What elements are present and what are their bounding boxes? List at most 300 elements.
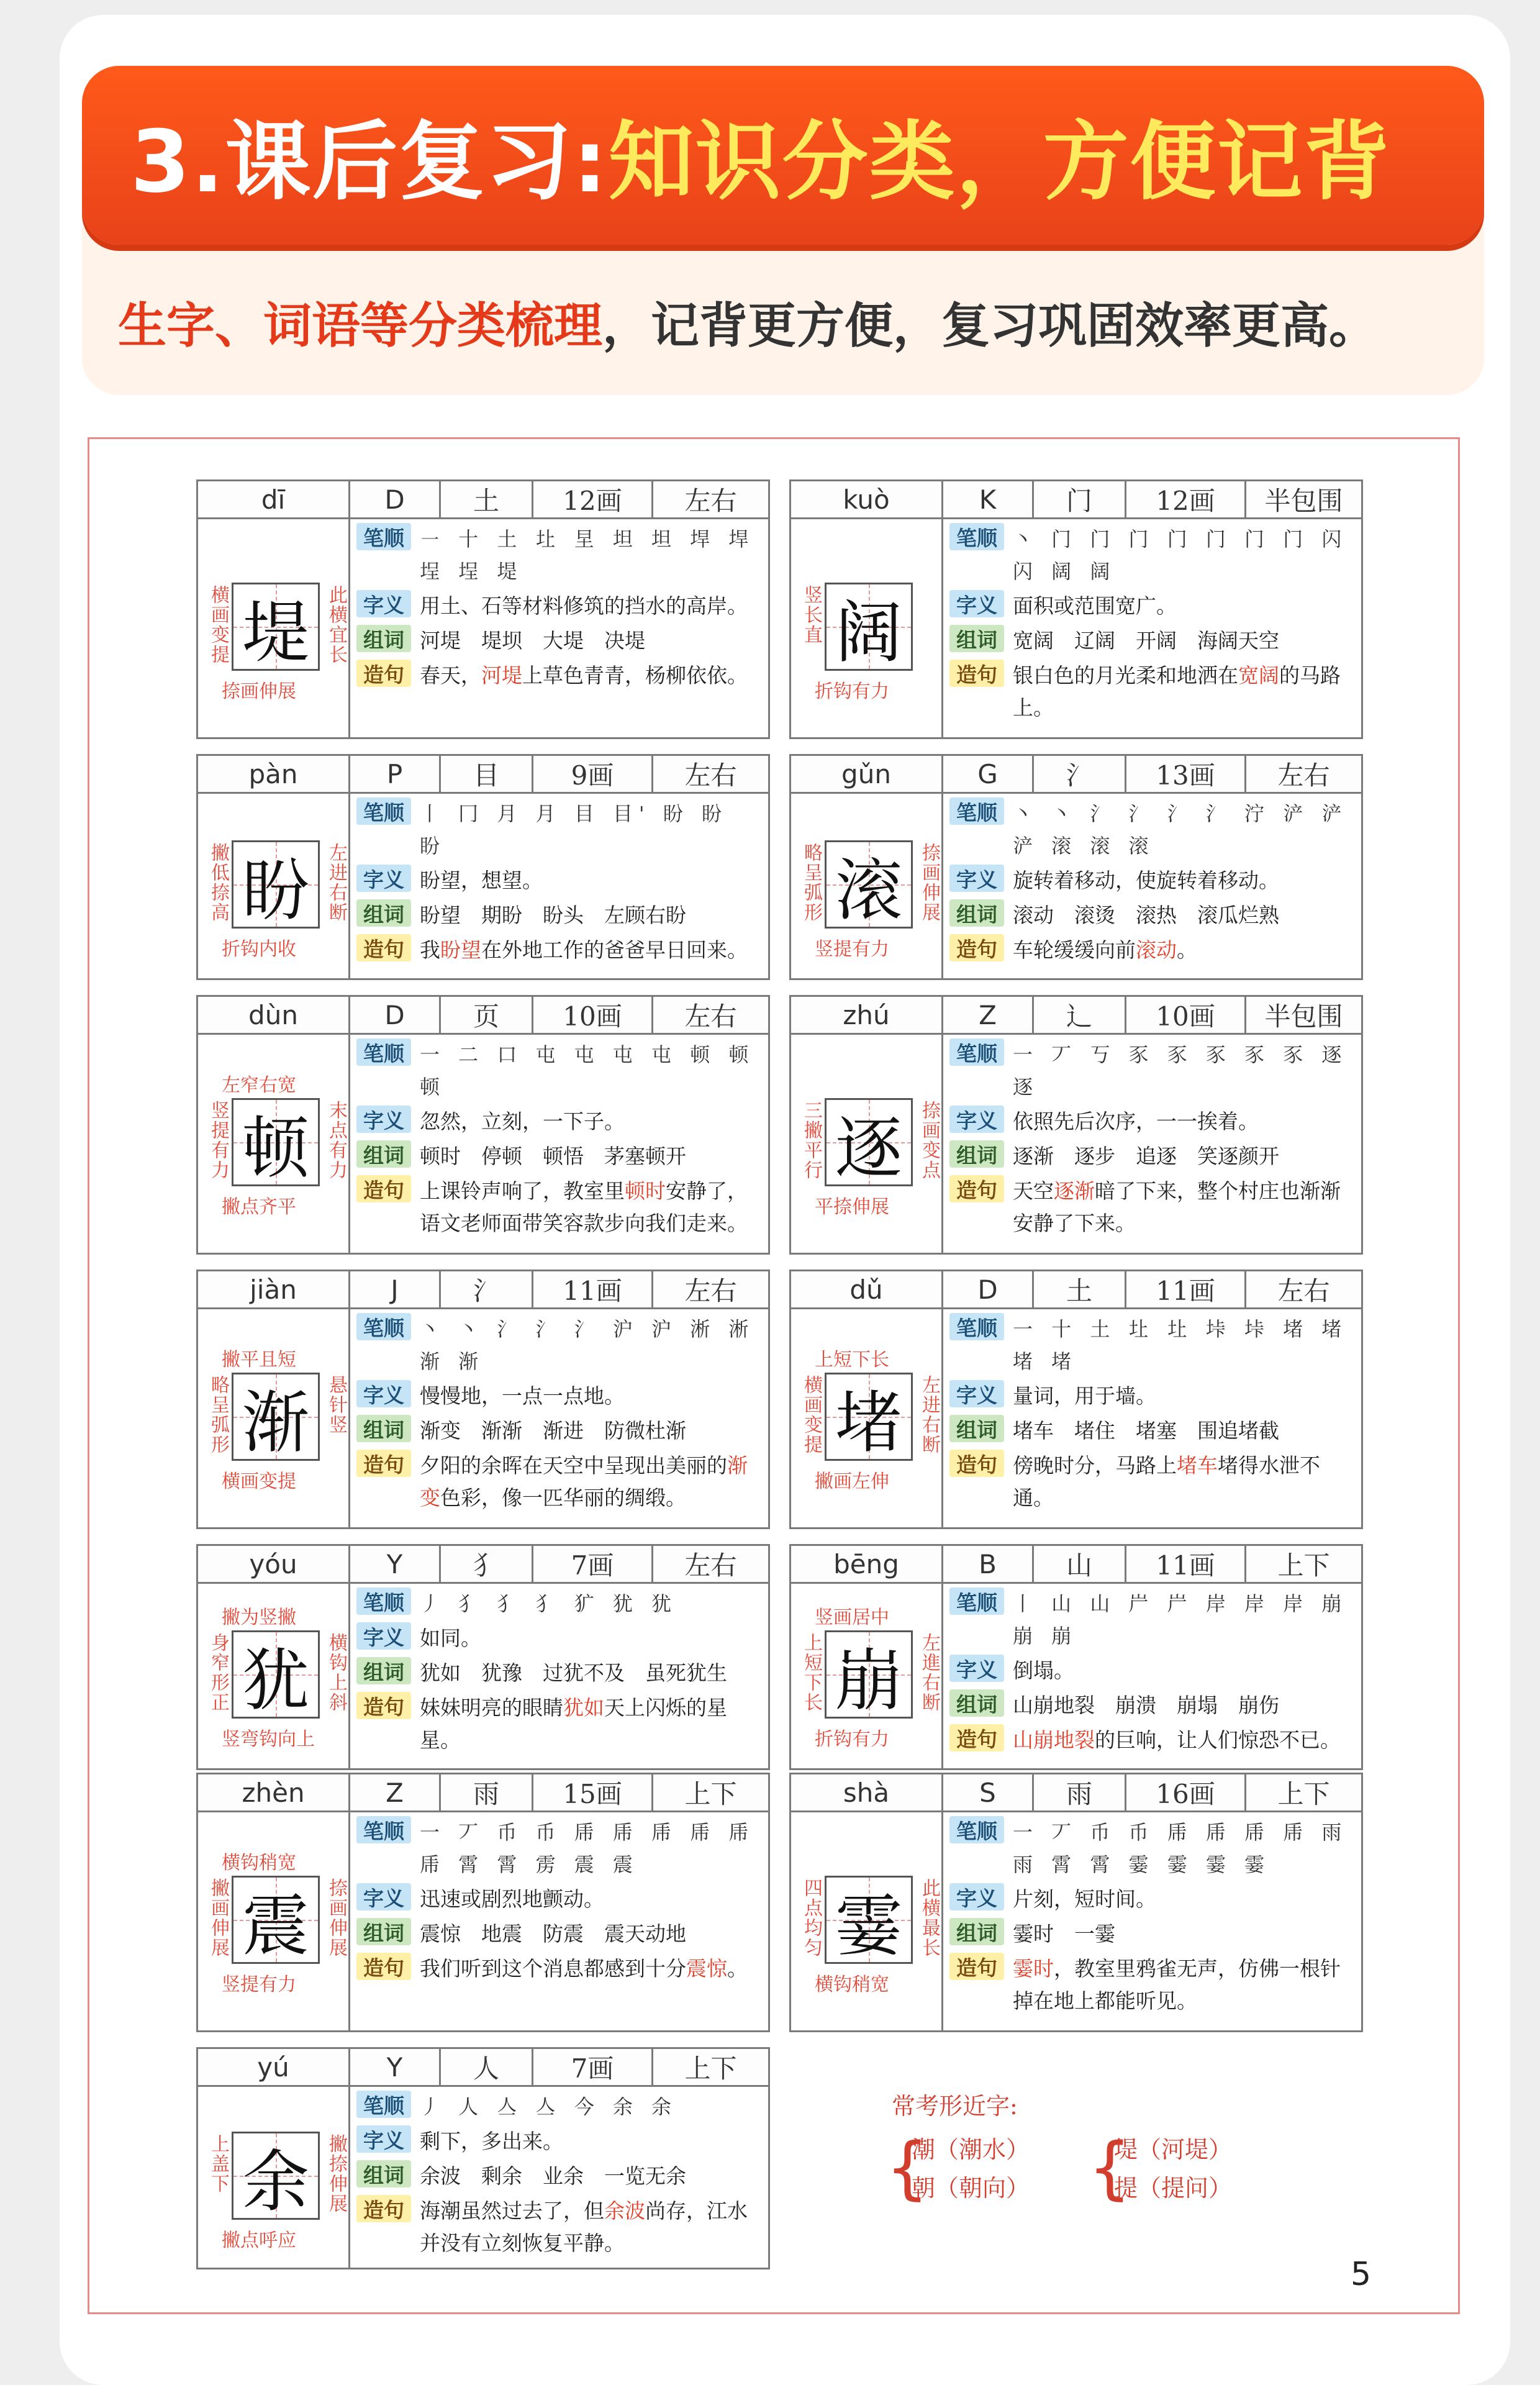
radical: 土 <box>1034 1271 1126 1307</box>
sentence <box>1013 1450 1356 1514</box>
stroke-order: 丶 丶 氵 氵 氵 沪 沪 淅 淅 渐 渐 <box>420 1317 755 1373</box>
radical: 辶 <box>1034 997 1126 1033</box>
writing-tip: 撇为竖撇 <box>222 1607 296 1629</box>
words: 盼望 期盼 盼头 左顾右盼 <box>420 903 686 927</box>
words: 宽阔 辽阔 开阔 海阔天空 <box>1013 629 1279 653</box>
character: 犹 <box>242 1642 309 1720</box>
label-bishun: 笔顺 <box>356 1038 411 1066</box>
character-card <box>196 754 770 980</box>
card-rows <box>943 1309 1361 1527</box>
pinyin: pàn <box>198 756 350 792</box>
row-zaoju <box>356 1953 763 1985</box>
char-cell <box>198 1584 350 1768</box>
writing-tip: 左进右断 <box>325 843 347 922</box>
row-zuci <box>949 899 1356 932</box>
stroke-count: 11画 <box>533 1271 653 1307</box>
writing-tip: 撇捺伸展 <box>325 2134 347 2214</box>
row-zuci <box>949 1140 1356 1173</box>
row-zaoju <box>356 1175 763 1240</box>
writing-tip: 捺画伸展 <box>222 681 296 702</box>
structure: 上下 <box>684 2053 737 2084</box>
structure: 左右 <box>684 1001 737 1032</box>
card-header <box>198 756 768 794</box>
card-body <box>791 794 1361 978</box>
initial-letter: S <box>943 1774 1034 1810</box>
label-ziyi: 字义 <box>949 865 1004 892</box>
sentence-pre: 傍晚时分，马路上 <box>1013 1453 1177 1478</box>
character: 霎 <box>835 1887 902 1965</box>
sentence-post: 安静了，语文老师面带笑容款步向我们走来。 <box>420 1179 748 1235</box>
character: 堤 <box>242 594 309 672</box>
words: 犹如 犹豫 过犹不及 虽死犹生 <box>420 1661 727 1685</box>
row-bishun <box>356 1588 763 1620</box>
sentence <box>1013 1724 1341 1756</box>
radical: 犭 <box>441 1546 533 1582</box>
character: 堵 <box>835 1384 902 1462</box>
writing-tip: 竖提有力 <box>207 1101 229 1180</box>
row-zaoju <box>949 1175 1356 1240</box>
words: 霎时 一霎 <box>1013 1922 1115 1946</box>
tianzige-box <box>232 1876 320 1964</box>
stroke-count: 11画 <box>1126 1546 1246 1582</box>
label-ziyi: 字义 <box>356 1622 411 1650</box>
sentence-pre: 我 <box>420 938 440 962</box>
character: 滚 <box>835 852 902 930</box>
tianzige-box <box>232 2132 320 2220</box>
row-zaoju <box>949 660 1356 724</box>
radical: 氵 <box>441 1271 533 1307</box>
char-cell <box>791 1812 943 2030</box>
row-bishun <box>356 1816 763 1881</box>
row-zuci <box>356 625 763 657</box>
sentence-pre: 妹妹明亮的眼睛 <box>420 1696 563 1720</box>
stroke-count: 11画 <box>1126 1271 1246 1307</box>
pinyin: gǔn <box>791 756 943 792</box>
writing-tip: 捺画伸展 <box>325 1878 347 1958</box>
label-zuci: 组词 <box>949 1918 1004 1945</box>
label-bishun: 笔顺 <box>949 1588 1004 1615</box>
sentence-highlight: 堵车 <box>1177 1453 1218 1478</box>
label-zuci: 组词 <box>356 2160 411 2187</box>
sentence <box>1013 1953 1356 2017</box>
sentence-highlight: 山崩地裂 <box>1013 1728 1095 1752</box>
stroke-count: 12画 <box>533 481 653 517</box>
label-zaoju: 造句 <box>356 934 411 961</box>
similar-title: 常考形近字: <box>892 2092 1018 2120</box>
stroke-count: 10画 <box>533 997 653 1033</box>
label-ziyi: 字义 <box>356 1380 411 1407</box>
words: 堵车 堵住 堵塞 围追堵截 <box>1013 1419 1279 1443</box>
tianzige-box <box>825 1373 913 1461</box>
row-bishun <box>949 1038 1356 1103</box>
label-zuci: 组词 <box>356 625 411 652</box>
character-card <box>196 1544 770 1770</box>
writing-tip: 撇点呼应 <box>222 2230 296 2251</box>
writing-tip: 折钩有力 <box>815 1729 889 1750</box>
writing-tip: 四点均匀 <box>800 1878 822 1958</box>
label-zaoju: 造句 <box>949 1175 1004 1202</box>
row-zuci <box>356 1140 763 1173</box>
card-body <box>791 1035 1361 1253</box>
meaning: 旋转着移动，使旋转着移动。 <box>1013 868 1279 893</box>
label-bishun: 笔顺 <box>949 797 1004 825</box>
char-cell <box>791 1309 943 1527</box>
row-zaoju <box>949 1450 1356 1514</box>
tianzige-box <box>825 1630 913 1719</box>
row-zuci <box>356 1415 763 1447</box>
writing-tip: 撇画左伸 <box>815 1471 889 1492</box>
stroke-order: 一 丆 丂 豕 豕 豕 豕 豕 逐 逐 <box>1013 1043 1348 1099</box>
label-ziyi: 字义 <box>356 590 411 617</box>
card-body <box>198 1584 768 1768</box>
row-bishun <box>356 797 763 862</box>
brace-right-icon: { <box>1088 2128 1131 2207</box>
label-ziyi: 字义 <box>356 1106 411 1133</box>
structure: 左右 <box>1277 1276 1330 1306</box>
label-ziyi: 字义 <box>356 2125 411 2153</box>
sentence-post: 。 <box>1177 938 1197 962</box>
sentence <box>420 934 748 966</box>
character-card <box>789 479 1363 739</box>
label-ziyi: 字义 <box>949 1380 1004 1407</box>
words: 渐变 渐渐 渐进 防微杜渐 <box>420 1419 686 1443</box>
character-card <box>789 1544 1363 1770</box>
sentence-post: 天上闪烁的星星。 <box>420 1696 727 1752</box>
character: 盼 <box>242 852 309 930</box>
writing-tip: 横画变提 <box>207 585 229 665</box>
meaning: 量词，用于墙。 <box>1013 1384 1156 1408</box>
stroke-count: 9画 <box>533 756 653 792</box>
writing-tip: 身窄形正 <box>207 1633 229 1712</box>
writing-tip: 竖提有力 <box>222 1974 296 1996</box>
label-bishun: 笔顺 <box>356 2091 411 2118</box>
char-cell <box>198 794 350 978</box>
meaning: 片刻，短时间。 <box>1013 1887 1156 1911</box>
sentence-highlight: 犹如 <box>563 1696 604 1720</box>
meaning: 慢慢地，一点一点地。 <box>420 1384 625 1408</box>
row-zaoju <box>356 1450 763 1514</box>
stroke-order: 一 丆 币 币 乕 乕 乕 乕 乕 乕 霄 霄 雳 震 震 <box>420 1820 755 1876</box>
row-bishun <box>949 1313 1356 1378</box>
sentence-post: 在外地工作的爸爸早日回来。 <box>481 938 748 962</box>
radical: 页 <box>441 997 533 1033</box>
character-card <box>196 2047 770 2269</box>
pinyin: dǔ <box>791 1271 943 1307</box>
writing-tip: 折钩内收 <box>222 938 296 960</box>
card-header <box>791 1546 1361 1584</box>
sentence-post: 色彩，像一匹华丽的绸缎。 <box>440 1486 686 1510</box>
char-cell <box>198 1309 350 1527</box>
stroke-count: 15画 <box>533 1774 653 1810</box>
writing-tip: 略呈弧形 <box>207 1375 229 1455</box>
character-card <box>789 995 1363 1255</box>
writing-tip: 左進右断 <box>918 1633 940 1712</box>
pinyin: zhèn <box>198 1774 350 1810</box>
row-zuci <box>949 625 1356 657</box>
pinyin: jiàn <box>198 1271 350 1307</box>
label-zaoju: 造句 <box>949 1450 1004 1477</box>
sentence-post: 的马路上。 <box>1013 663 1341 720</box>
writing-tip: 横画变提 <box>222 1471 296 1492</box>
initial-letter: Z <box>350 1774 441 1810</box>
card-header <box>198 997 768 1035</box>
label-bishun: 笔顺 <box>356 1588 411 1615</box>
row-zuci <box>949 1689 1356 1722</box>
words: 山崩地裂 崩溃 崩塌 崩伤 <box>1013 1693 1279 1717</box>
radical: 雨 <box>441 1774 533 1810</box>
meaning: 倒塌。 <box>1013 1658 1074 1683</box>
card-header <box>198 1546 768 1584</box>
words: 顿时 停顿 顿悟 茅塞顿开 <box>420 1144 686 1168</box>
title-prefix: 3.课后复习: <box>130 112 609 212</box>
tianzige-box <box>232 1630 320 1719</box>
writing-tip: 此横宜长 <box>325 585 347 665</box>
sentence <box>1013 1175 1356 1240</box>
card-rows <box>350 1584 768 1768</box>
row-ziyi <box>949 1883 1356 1915</box>
label-zuci: 组词 <box>949 625 1004 652</box>
writing-tip: 捺画变点 <box>918 1101 940 1180</box>
row-zuci <box>356 2160 763 2192</box>
pinyin: yú <box>198 2049 350 2085</box>
sentence-post: ，教室里鸦雀无声，仿佛一根针掉在地上都能听见。 <box>1013 1956 1341 2013</box>
label-zaoju: 造句 <box>949 934 1004 961</box>
writing-tip: 左进右断 <box>918 1375 940 1455</box>
structure: 上下 <box>684 1779 737 1809</box>
character-card <box>789 1270 1363 1529</box>
char-cell <box>791 1035 943 1253</box>
row-zuci <box>949 1415 1356 1447</box>
card-header <box>791 997 1361 1035</box>
label-zaoju: 造句 <box>949 1724 1004 1751</box>
stroke-order: 丨 山 山 屵 屵 岸 岸 岸 崩 崩 崩 <box>1013 1592 1348 1648</box>
initial-letter: Y <box>350 2049 441 2085</box>
char-cell <box>198 1812 350 2030</box>
tianzige-box <box>825 1876 913 1964</box>
card-body <box>198 794 768 978</box>
sentence-pre: 车轮缓缓向前 <box>1013 938 1136 962</box>
sentence-pre: 银白色的月光柔和地洒在 <box>1013 663 1238 688</box>
char-cell <box>791 794 943 978</box>
sentence <box>1013 934 1197 966</box>
sentence <box>1013 660 1356 724</box>
words: 余波 剩余 业余 一览无余 <box>420 2164 686 2188</box>
row-ziyi <box>949 590 1356 622</box>
pinyin: zhú <box>791 997 943 1033</box>
card-body <box>198 1035 768 1253</box>
initial-letter: D <box>350 997 441 1033</box>
label-ziyi: 字义 <box>356 865 411 892</box>
writing-tip: 横钩稍宽 <box>815 1974 889 1996</box>
character-card <box>196 995 770 1255</box>
character: 震 <box>242 1887 309 1965</box>
title-highlight: 知识分类，方便记背 <box>608 112 1391 212</box>
similar-item: 堤（河堤） <box>1114 2136 1233 2163</box>
label-bishun: 笔顺 <box>356 1313 411 1340</box>
char-cell <box>791 1584 943 1768</box>
sentence-post: 的巨响，让人们惊恐不已。 <box>1095 1728 1341 1752</box>
card-body <box>791 519 1361 737</box>
radical: 人 <box>441 2049 533 2085</box>
row-zaoju <box>356 660 763 692</box>
structure: 半包围 <box>1264 486 1343 516</box>
label-ziyi: 字义 <box>949 590 1004 617</box>
stroke-count: 12画 <box>1126 481 1246 517</box>
writing-tip: 横钩稍宽 <box>222 1852 296 1874</box>
label-zuci: 组词 <box>356 1415 411 1442</box>
pinyin: bēng <box>791 1546 943 1582</box>
initial-letter: D <box>943 1271 1034 1307</box>
sentence <box>420 1450 763 1514</box>
sentence-pre: 天空 <box>1013 1179 1054 1203</box>
sentence <box>420 1953 748 1985</box>
label-zuci: 组词 <box>356 899 411 927</box>
stroke-order: 丿 人 亼 亼 今 余 余 <box>420 2095 678 2119</box>
tianzige-box <box>825 840 913 929</box>
row-ziyi <box>949 865 1356 897</box>
card-rows <box>943 519 1361 737</box>
initial-letter: K <box>943 481 1034 517</box>
row-zaoju <box>356 2195 763 2260</box>
card-rows <box>943 1812 1361 2030</box>
words: 逐渐 逐步 追逐 笑逐颜开 <box>1013 1144 1279 1168</box>
row-bishun <box>949 523 1356 588</box>
subtitle-rest: ，记背更方便，复习巩固效率更高。 <box>602 298 1378 354</box>
similar-item: 潮（潮水） <box>912 2136 1030 2163</box>
sentence-pre: 夕阳的余晖在天空中呈现出美丽的 <box>420 1453 727 1478</box>
brace-left-icon: { <box>886 2128 929 2207</box>
row-ziyi <box>356 865 763 897</box>
words: 滚动 滚烫 滚热 滚瓜烂熟 <box>1013 903 1279 927</box>
card-rows <box>943 794 1361 978</box>
pinyin: yóu <box>198 1546 350 1582</box>
card-header <box>198 1271 768 1309</box>
sentence-highlight: 渐变 <box>420 1453 748 1510</box>
sentence-post: 。 <box>727 1956 748 1981</box>
card-rows <box>350 1035 768 1253</box>
similar-group-2 <box>1114 2130 1232 2207</box>
row-bishun <box>949 1816 1356 1881</box>
similar-item: 朝（朝向） <box>912 2174 1030 2202</box>
meaning: 剩下，多出来。 <box>420 2129 563 2153</box>
writing-tip: 上短下长 <box>815 1349 889 1371</box>
row-zuci <box>356 1918 763 1950</box>
stroke-order: 丶 门 门 门 门 门 门 门 闪 闪 阔 阔 <box>1013 527 1348 583</box>
writing-tip: 竖弯钩向上 <box>222 1729 315 1750</box>
card-body <box>198 1812 768 2030</box>
row-bishun <box>356 1038 763 1103</box>
row-bishun <box>356 1313 763 1378</box>
row-bishun <box>949 1588 1356 1652</box>
label-zuci: 组词 <box>356 1918 411 1945</box>
row-zaoju <box>949 934 1356 966</box>
card-header <box>198 2049 768 2087</box>
label-zaoju: 造句 <box>949 660 1004 687</box>
row-zaoju <box>949 1724 1356 1756</box>
meaning: 盼望，想望。 <box>420 868 543 893</box>
card-header <box>791 1774 1361 1812</box>
pinyin: dùn <box>198 997 350 1033</box>
label-zaoju: 造句 <box>356 1953 411 1980</box>
page-number: 5 <box>1351 2256 1372 2293</box>
row-ziyi <box>356 1883 763 1915</box>
row-bishun <box>356 2091 763 2123</box>
page-title <box>130 93 1391 216</box>
label-ziyi: 字义 <box>356 1883 411 1910</box>
words: 河堤 堤坝 大堤 决堤 <box>420 629 645 653</box>
meaning: 迅速或剧烈地颤动。 <box>420 1887 604 1911</box>
sentence <box>420 660 748 692</box>
card-body <box>198 1309 768 1527</box>
row-zuci <box>949 1918 1356 1950</box>
sentence-highlight: 盼望 <box>440 938 481 962</box>
radical: 门 <box>1034 481 1126 517</box>
character: 余 <box>242 2143 309 2221</box>
initial-letter: B <box>943 1546 1034 1582</box>
writing-tip: 撇低捺高 <box>207 843 229 922</box>
writing-tip: 三撇平行 <box>800 1101 822 1180</box>
character-card <box>196 479 770 739</box>
words: 震惊 地震 防震 震天动地 <box>420 1922 686 1946</box>
label-zaoju: 造句 <box>356 1175 411 1202</box>
writing-tip: 横画变提 <box>800 1375 822 1455</box>
character-card <box>196 1773 770 2032</box>
writing-tip: 折钩有力 <box>815 681 889 702</box>
writing-tip: 悬针竖 <box>325 1375 347 1435</box>
label-zaoju: 造句 <box>356 2195 411 2222</box>
label-zuci: 组词 <box>949 1689 1004 1717</box>
stroke-order: 丨 冂 月 月 目 目' 盼 盼 盼 <box>420 802 728 858</box>
label-ziyi: 字义 <box>949 1655 1004 1682</box>
character-card <box>789 1773 1363 2032</box>
label-bishun: 笔顺 <box>949 1313 1004 1340</box>
sentence-pre: 上课铃声响了，教室里 <box>420 1179 625 1203</box>
row-ziyi <box>356 2125 763 2158</box>
structure: 左右 <box>684 1550 737 1581</box>
structure: 半包围 <box>1264 1001 1343 1032</box>
tianzige-box <box>232 840 320 929</box>
radical: 山 <box>1034 1546 1126 1582</box>
label-bishun: 笔顺 <box>356 523 411 550</box>
character-card <box>196 1270 770 1529</box>
label-bishun: 笔顺 <box>356 1816 411 1843</box>
subtitle-red: 生字、词语等分类梳理 <box>118 298 603 354</box>
stroke-order: 一 丆 币 币 乕 乕 乕 乕 雨 雨 霄 霄 霎 霎 霎 霎 <box>1013 1820 1348 1876</box>
card-rows <box>350 519 768 737</box>
sentence-highlight: 逐渐 <box>1054 1179 1095 1203</box>
sentence-highlight: 滚动 <box>1136 938 1177 962</box>
tianzige-box <box>232 583 320 671</box>
stroke-order: 一 二 口 屯 屯 屯 屯 顿 顿 顿 <box>420 1043 755 1099</box>
pinyin: shà <box>791 1774 943 1810</box>
sentence-post: 暗了下来，整个村庄也渐渐安静了下来。 <box>1013 1179 1341 1235</box>
row-ziyi <box>356 590 763 622</box>
tianzige-box <box>232 1098 320 1186</box>
sentence <box>420 2195 763 2260</box>
stroke-count: 7画 <box>533 2049 653 2085</box>
label-zuci: 组词 <box>949 1415 1004 1442</box>
tianzige-box <box>825 1098 913 1186</box>
writing-tip: 此横最长 <box>918 1878 940 1958</box>
initial-letter: Y <box>350 1546 441 1582</box>
sentence-post: 堵得水泄不通。 <box>1013 1453 1320 1510</box>
row-ziyi <box>949 1380 1356 1412</box>
structure: 左右 <box>684 1276 737 1306</box>
stroke-order: ㇐ 十 土 圵 圼 坦 坦 垾 垾 埕 埕 堤 <box>420 527 755 583</box>
label-zaoju: 造句 <box>356 1450 411 1477</box>
card-body <box>791 1812 1361 2030</box>
initial-letter: J <box>350 1271 441 1307</box>
